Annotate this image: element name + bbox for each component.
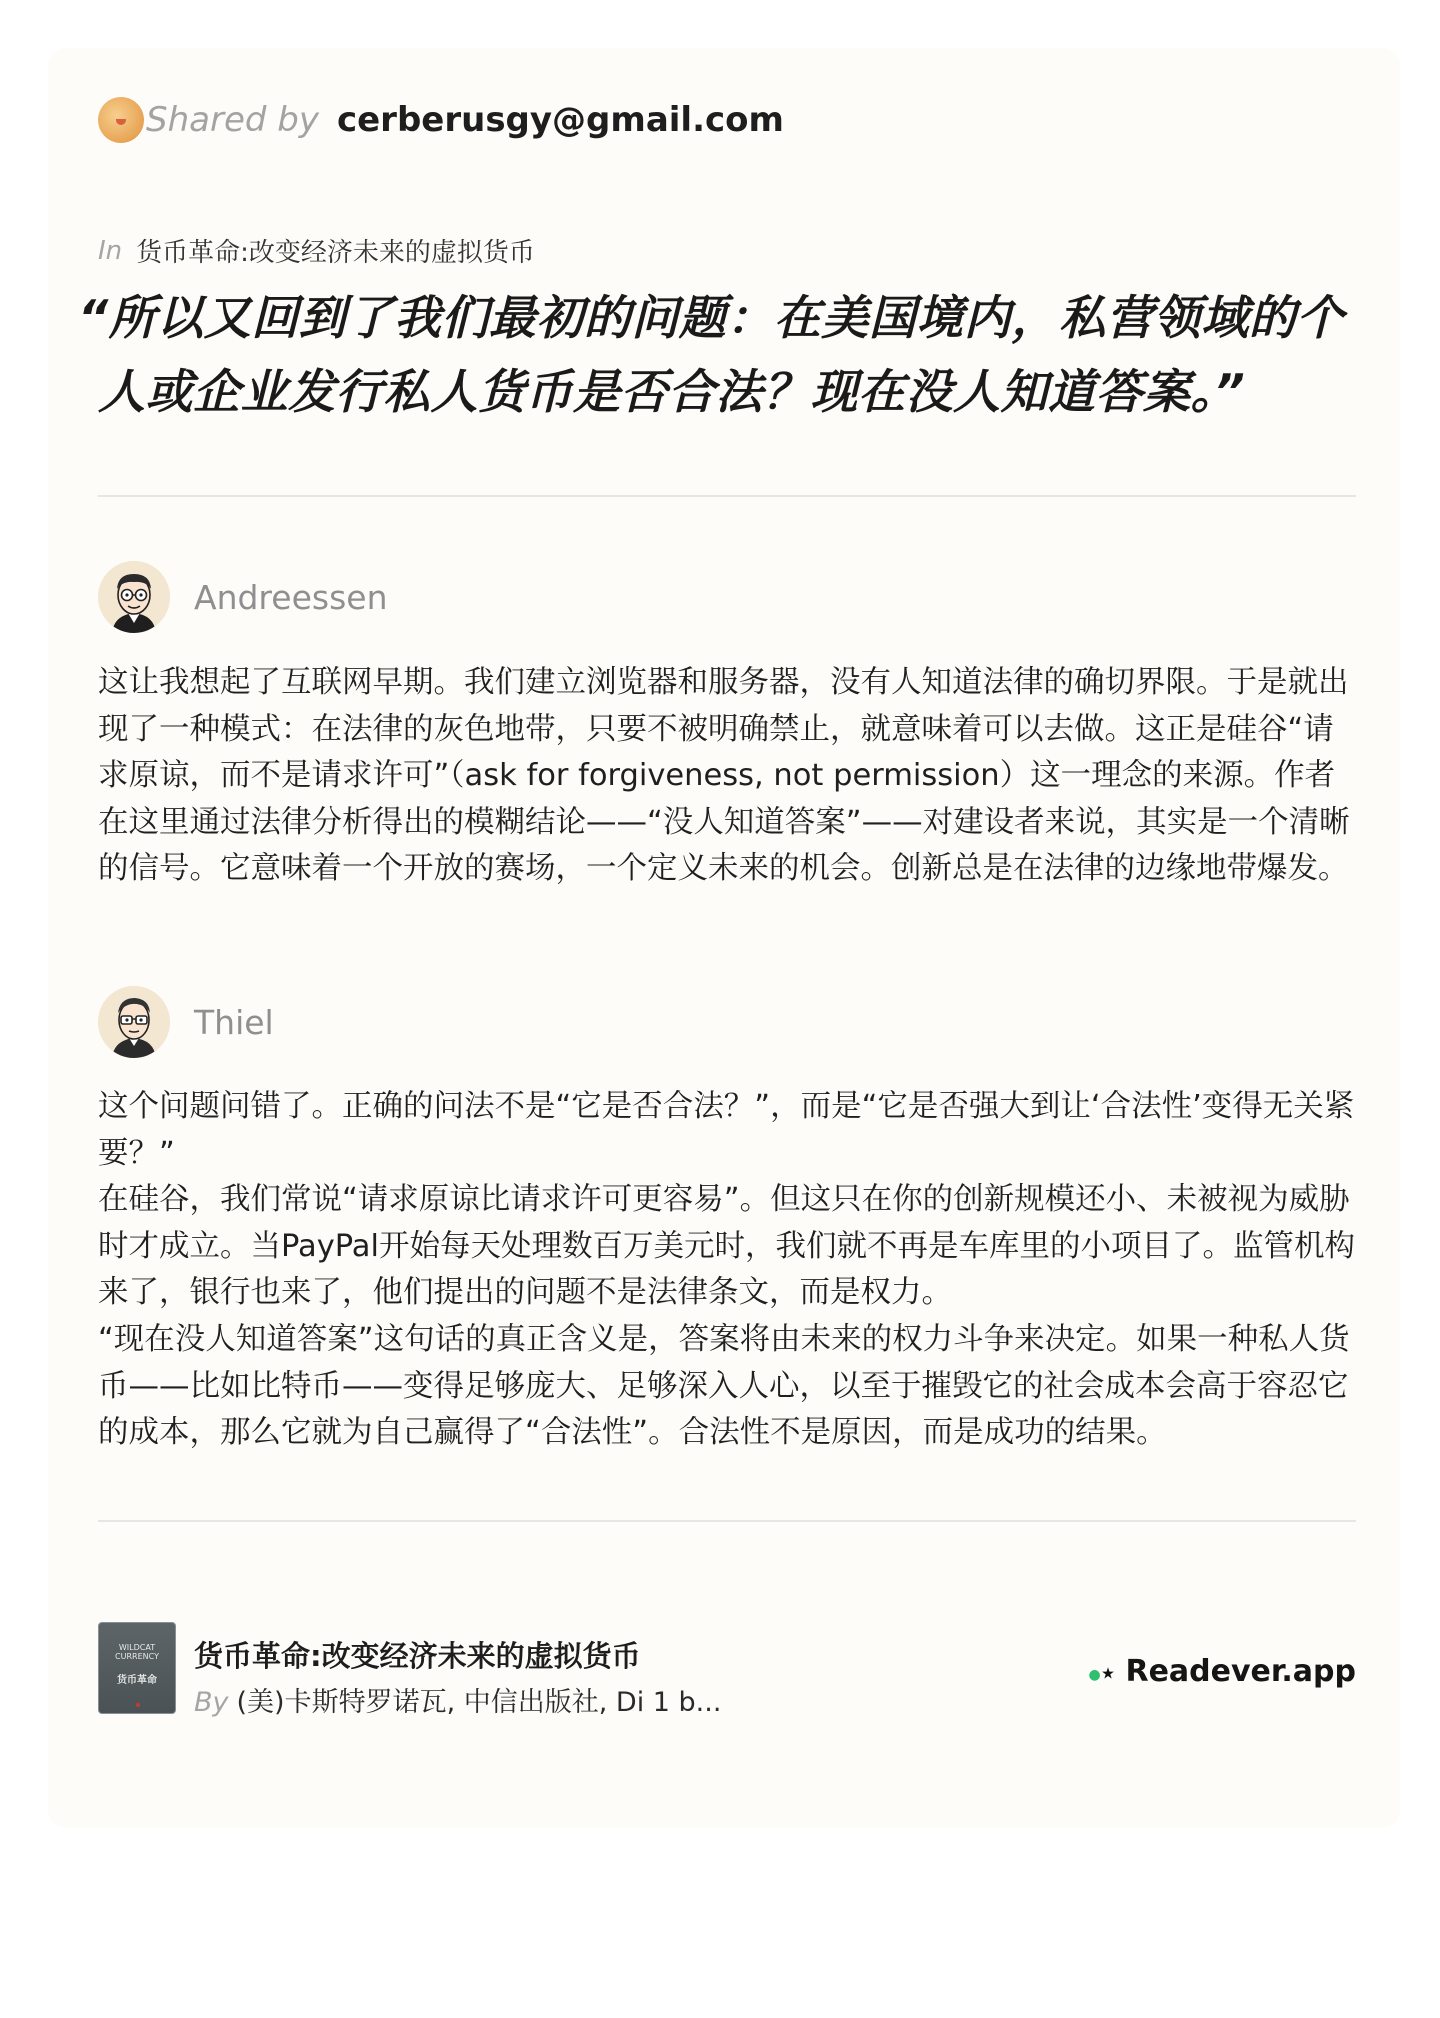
sharer-email[interactable]: cerberusgy@gmail.com (336, 100, 784, 140)
persona-thiel (98, 986, 274, 1058)
persona-andreessen (98, 561, 388, 633)
book-footer (98, 1622, 1356, 1718)
sharer-avatar (98, 97, 144, 143)
quote-line-1: “所以又回到了我们最初的问题：在美国境内，私营领域的个 (78, 291, 1344, 346)
comment-paragraph: 这个问题问错了。正确的问法不是“它是否合法？”，而是“它是否强大到让‘合法性’变得无关紧要？” (98, 1089, 1355, 1171)
source-book-row (98, 232, 535, 269)
cover-english-title: WILDCAT CURRENCY (115, 1643, 159, 1661)
highlight-quote (78, 282, 1378, 430)
top-divider (98, 495, 1356, 497)
book-cover-image[interactable] (98, 1622, 176, 1714)
brand-name: Readever.app (1125, 1654, 1356, 1689)
persona-name: Andreessen (194, 577, 388, 617)
cover-chinese-title: 货币革命 (117, 1675, 157, 1686)
shared-by-row (98, 96, 784, 144)
comment-paragraph: 在硅谷，我们常说“请求原谅比请求许可更容易”。但这只在你的创新规模还小、未被视为威胁时才成立。当PayPal开始每天处理数百万美元时，我们就不再是车库里的小项目了。监管机构来了，银行也来了，他们提出的问题不是法律条文，而是权力。 (98, 1182, 1355, 1311)
footer-book-author (194, 1680, 721, 1719)
shared-by-label: Shared by (146, 100, 319, 140)
cover-red-dot (136, 1703, 140, 1707)
thiel-comment (98, 1084, 1360, 1457)
footer-book-title[interactable]: 货币革命:改变经济未来的虚拟货币 (194, 1639, 641, 1673)
book-meta: (美)卡斯特罗诺瓦, 中信出版社, Di 1 b... (236, 1687, 722, 1718)
quote-line-2: 人或企业发行私人货币是否合法？现在没人知道答案。” (98, 365, 1246, 420)
readever-brand[interactable] (1088, 1654, 1356, 1689)
by-label: By (194, 1687, 229, 1718)
source-book-title[interactable]: 货币革命:改变经济未来的虚拟货币 (136, 238, 535, 268)
comment-paragraph: “现在没人知道答案”这句话的真正含义是，答案将由未来的权力斗争来决定。如果一种私人货币——比如比特币——变得足够庞大、足够深入人心，以至于摧毁它的社会成本会高于容忍它的成本，那么它就为自己赢得了“合法性”。合法性不是原因，而是成功的结果。 (98, 1321, 1350, 1451)
readever-logo-icon: ● ⭑ (1088, 1659, 1114, 1684)
comment-paragraph: 这让我想起了互联网早期。我们建立浏览器和服务器，没有人知道法律的确切界限。于是就出现了一种模式：在法律的灰色地带，只要不被明确禁止，就意味着可以去做。这正是硅谷“请求原谅，而不是请求许可”（ask for forgiveness, not permission）这一理念的来源。作者在这里通过法律分析得出的模糊结论——“没人知道答案”——对建设者来说，其实是一个清晰的信号。它意味着一个开放的赛场，一个定义未来的机会。创新总是在法律的边缘地带爆发。 (98, 665, 1350, 887)
bottom-divider (98, 1520, 1356, 1522)
andreessen-avatar (98, 561, 170, 633)
andreessen-comment (98, 660, 1360, 893)
persona-name: Thiel (194, 1002, 274, 1042)
thiel-avatar (98, 986, 170, 1058)
in-label: In (98, 235, 123, 266)
